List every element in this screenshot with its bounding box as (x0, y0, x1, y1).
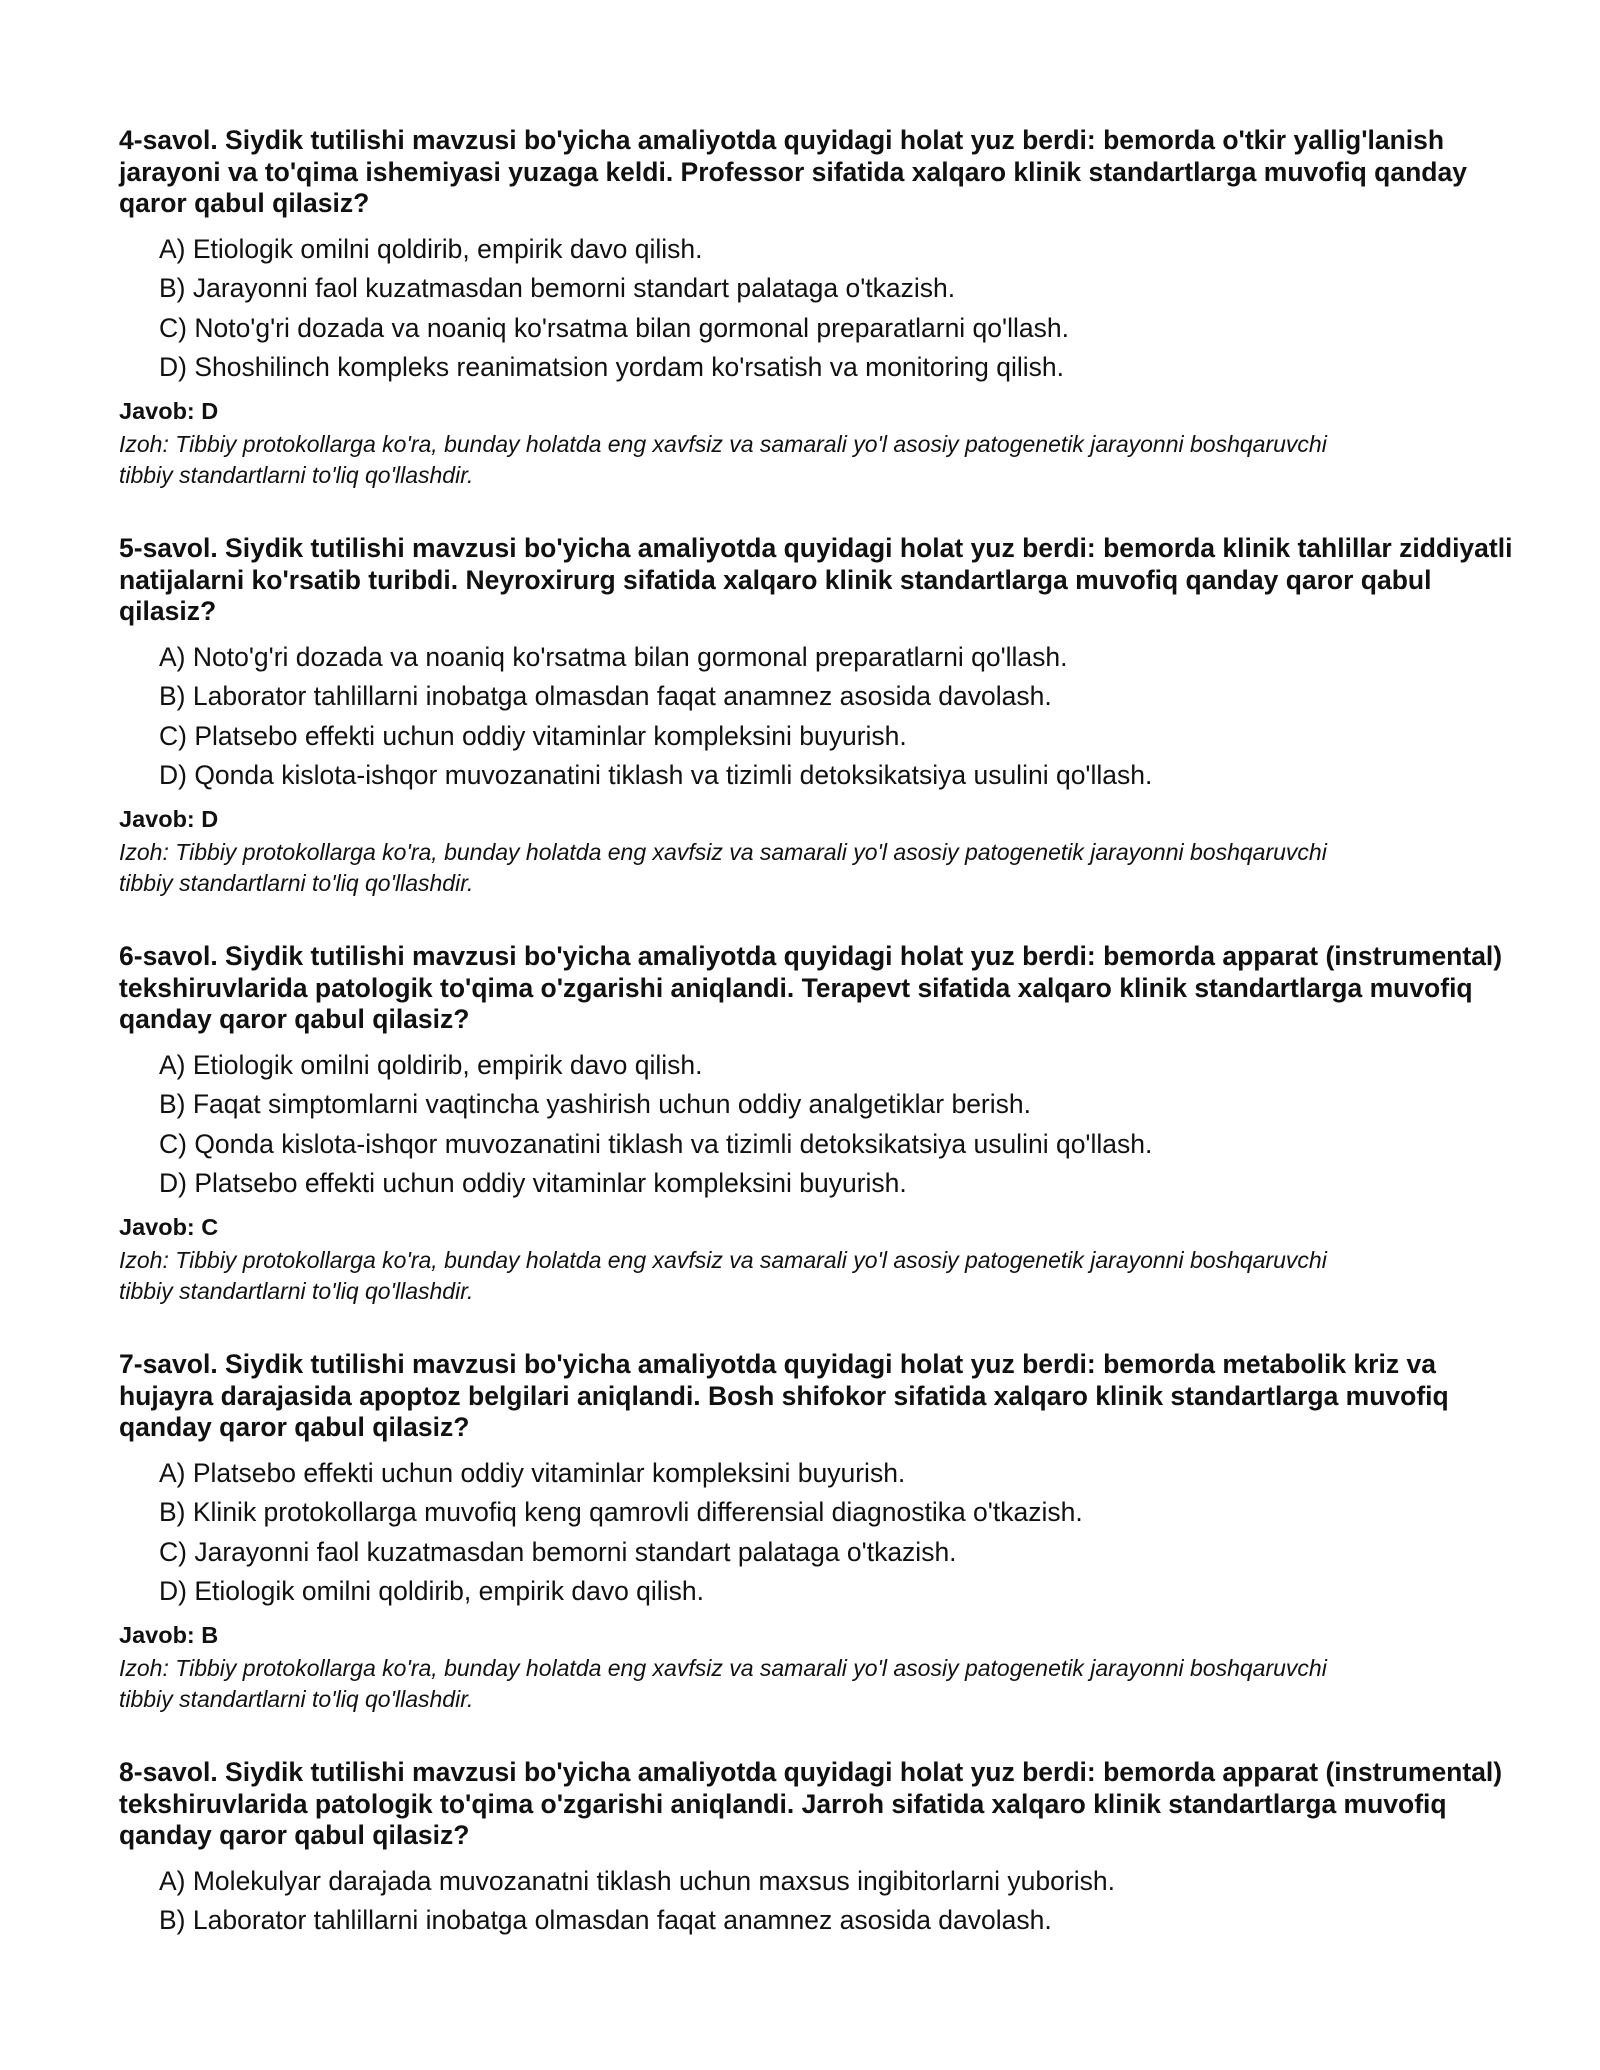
answer: Javob: D (119, 805, 219, 832)
question-8 (119, 1754, 1519, 1941)
question-5 (119, 530, 1519, 900)
explanation-note: Izoh: Tibbiy protokollarga ko'ra, bunday holatda eng xavfsiz va samarali yo'l asosiy patogenetik jarayonni boshqaruvchi tibbiy standartlarni to'liq qo'llashdir. (119, 1654, 1327, 1712)
option-a: A) Platsebo effekti uchun oddiy vitaminlar kompleksini buyurish. (159, 1457, 906, 1488)
option-a: A) Noto'g'ri dozada va noaniq ko'rsatma bilan gormonal preparatlarni qo'llash. (159, 641, 1068, 672)
question-title: 8-savol. Siydik tutilishi mavzusi bo'yicha amaliyotda quyidagi holat yuz berdi: bemorda apparat (instrumental) tekshiruvlarida patologik to'qima o'zgarishi aniqlandi. Jarroh sifatida xalqaro klinik standartlarga muvofiq qanday qaror qabul qilasiz? (119, 1757, 1503, 1850)
question-title: 7-savol. Siydik tutilishi mavzusi bo'yicha amaliyotda quyidagi holat yuz berdi: bemorda metabolik kriz va hujayra darajasida apoptoz belgilari aniqlandi. Bosh shifokor sifatida xalqaro klinik standartlarga muvofiq qanday qaror qabul qilasiz? (119, 1349, 1449, 1442)
option-a: A) Etiologik omilni qoldirib, empirik davo qilish. (159, 233, 703, 264)
option-d: D) Qonda kislota-ishqor muvozanatini tiklash va tizimli detoksikatsiya usulini qo'llash. (159, 760, 1153, 790)
option-c: C) Jarayonni faol kuzatmasdan bemorni standart palataga o'tkazish. (159, 1536, 957, 1567)
question-title: 5-savol. Siydik tutilishi mavzusi bo'yicha amaliyotda quyidagi holat yuz berdi: bemorda klinik tahlillar ziddiyatli natijalarni ko'rsatib turibdi. Neyroxirurg sifatida xalqaro klinik standartlarga muvofiq qanday qaror qabul qilasiz? (119, 533, 1513, 626)
option-d: D) Platsebo effekti uchun oddiy vitaminlar kompleksini buyurish. (159, 1168, 907, 1198)
option-d: D) Etiologik omilni qoldirib, empirik davo qilish. (159, 1576, 704, 1606)
option-b: B) Laborator tahlillarni inobatga olmasdan faqat anamnez asosida davolash. (159, 1905, 1052, 1935)
option-d: D) Shoshilinch kompleks reanimatsion yordam ko'rsatish va monitoring qilish. (159, 352, 1064, 382)
question-6 (119, 938, 1519, 1308)
option-a: A) Molekulyar darajada muvozanatni tiklash uchun maxsus ingibitorlarni yuborish. (159, 1865, 1115, 1896)
options-list (159, 1046, 1519, 1204)
option-c: C) Noto'g'ri dozada va noaniq ko'rsatma bilan gormonal preparatlarni qo'llash. (159, 312, 1069, 343)
answer: Javob: C (119, 1213, 219, 1240)
options-list (159, 1454, 1519, 1612)
answer: Javob: D (119, 397, 219, 424)
option-b: B) Faqat simptomlarni vaqtincha yashirish uchun oddiy analgetiklar berish. (159, 1089, 1031, 1119)
explanation-note: Izoh: Tibbiy protokollarga ko'ra, bunday holatda eng xavfsiz va samarali yo'l asosiy patogenetik jarayonni boshqaruvchi tibbiy standartlarni to'liq qo'llashdir. (119, 430, 1327, 488)
answer: Javob: B (119, 1621, 219, 1648)
explanation-note: Izoh: Tibbiy protokollarga ko'ra, bunday holatda eng xavfsiz va samarali yo'l asosiy patogenetik jarayonni boshqaruvchi tibbiy standartlarni to'liq qo'llashdir. (119, 838, 1327, 896)
option-a: A) Etiologik omilni qoldirib, empirik davo qilish. (159, 1049, 703, 1080)
option-c: C) Qonda kislota-ishqor muvozanatini tiklash va tizimli detoksikatsiya usulini qo'llash. (159, 1128, 1153, 1159)
question-title: 6-savol. Siydik tutilishi mavzusi bo'yicha amaliyotda quyidagi holat yuz berdi: bemorda apparat (instrumental) tekshiruvlarida patologik to'qima o'zgarishi aniqlandi. Terapevt sifatida xalqaro klinik standartlarga muvofiq qanday qaror qabul qilasiz? (119, 941, 1503, 1034)
options-list (159, 230, 1519, 388)
option-b: B) Laborator tahlillarni inobatga olmasdan faqat anamnez asosida davolash. (159, 681, 1052, 711)
option-c: C) Platsebo effekti uchun oddiy vitaminlar kompleksini buyurish. (159, 720, 907, 751)
options-list (159, 1862, 1519, 1941)
option-b: B) Klinik protokollarga muvofiq keng qamrovli differensial diagnostika o'tkazish. (159, 1497, 1083, 1527)
question-7 (119, 1346, 1519, 1716)
question-4 (119, 122, 1519, 492)
options-list (159, 638, 1519, 796)
explanation-note: Izoh: Tibbiy protokollarga ko'ra, bunday holatda eng xavfsiz va samarali yo'l asosiy patogenetik jarayonni boshqaruvchi tibbiy standartlarni to'liq qo'llashdir. (119, 1246, 1327, 1304)
question-title: 4-savol. Siydik tutilishi mavzusi bo'yicha amaliyotda quyidagi holat yuz berdi: bemorda o'tkir yallig'lanish jarayoni va to'qima ishemiyasi yuzaga keldi. Professor sifatida xalqaro klinik standartlarga muvofiq qanday qaror qabul qilasiz? (119, 125, 1467, 218)
option-b: B) Jarayonni faol kuzatmasdan bemorni standart palataga o'tkazish. (159, 273, 956, 303)
